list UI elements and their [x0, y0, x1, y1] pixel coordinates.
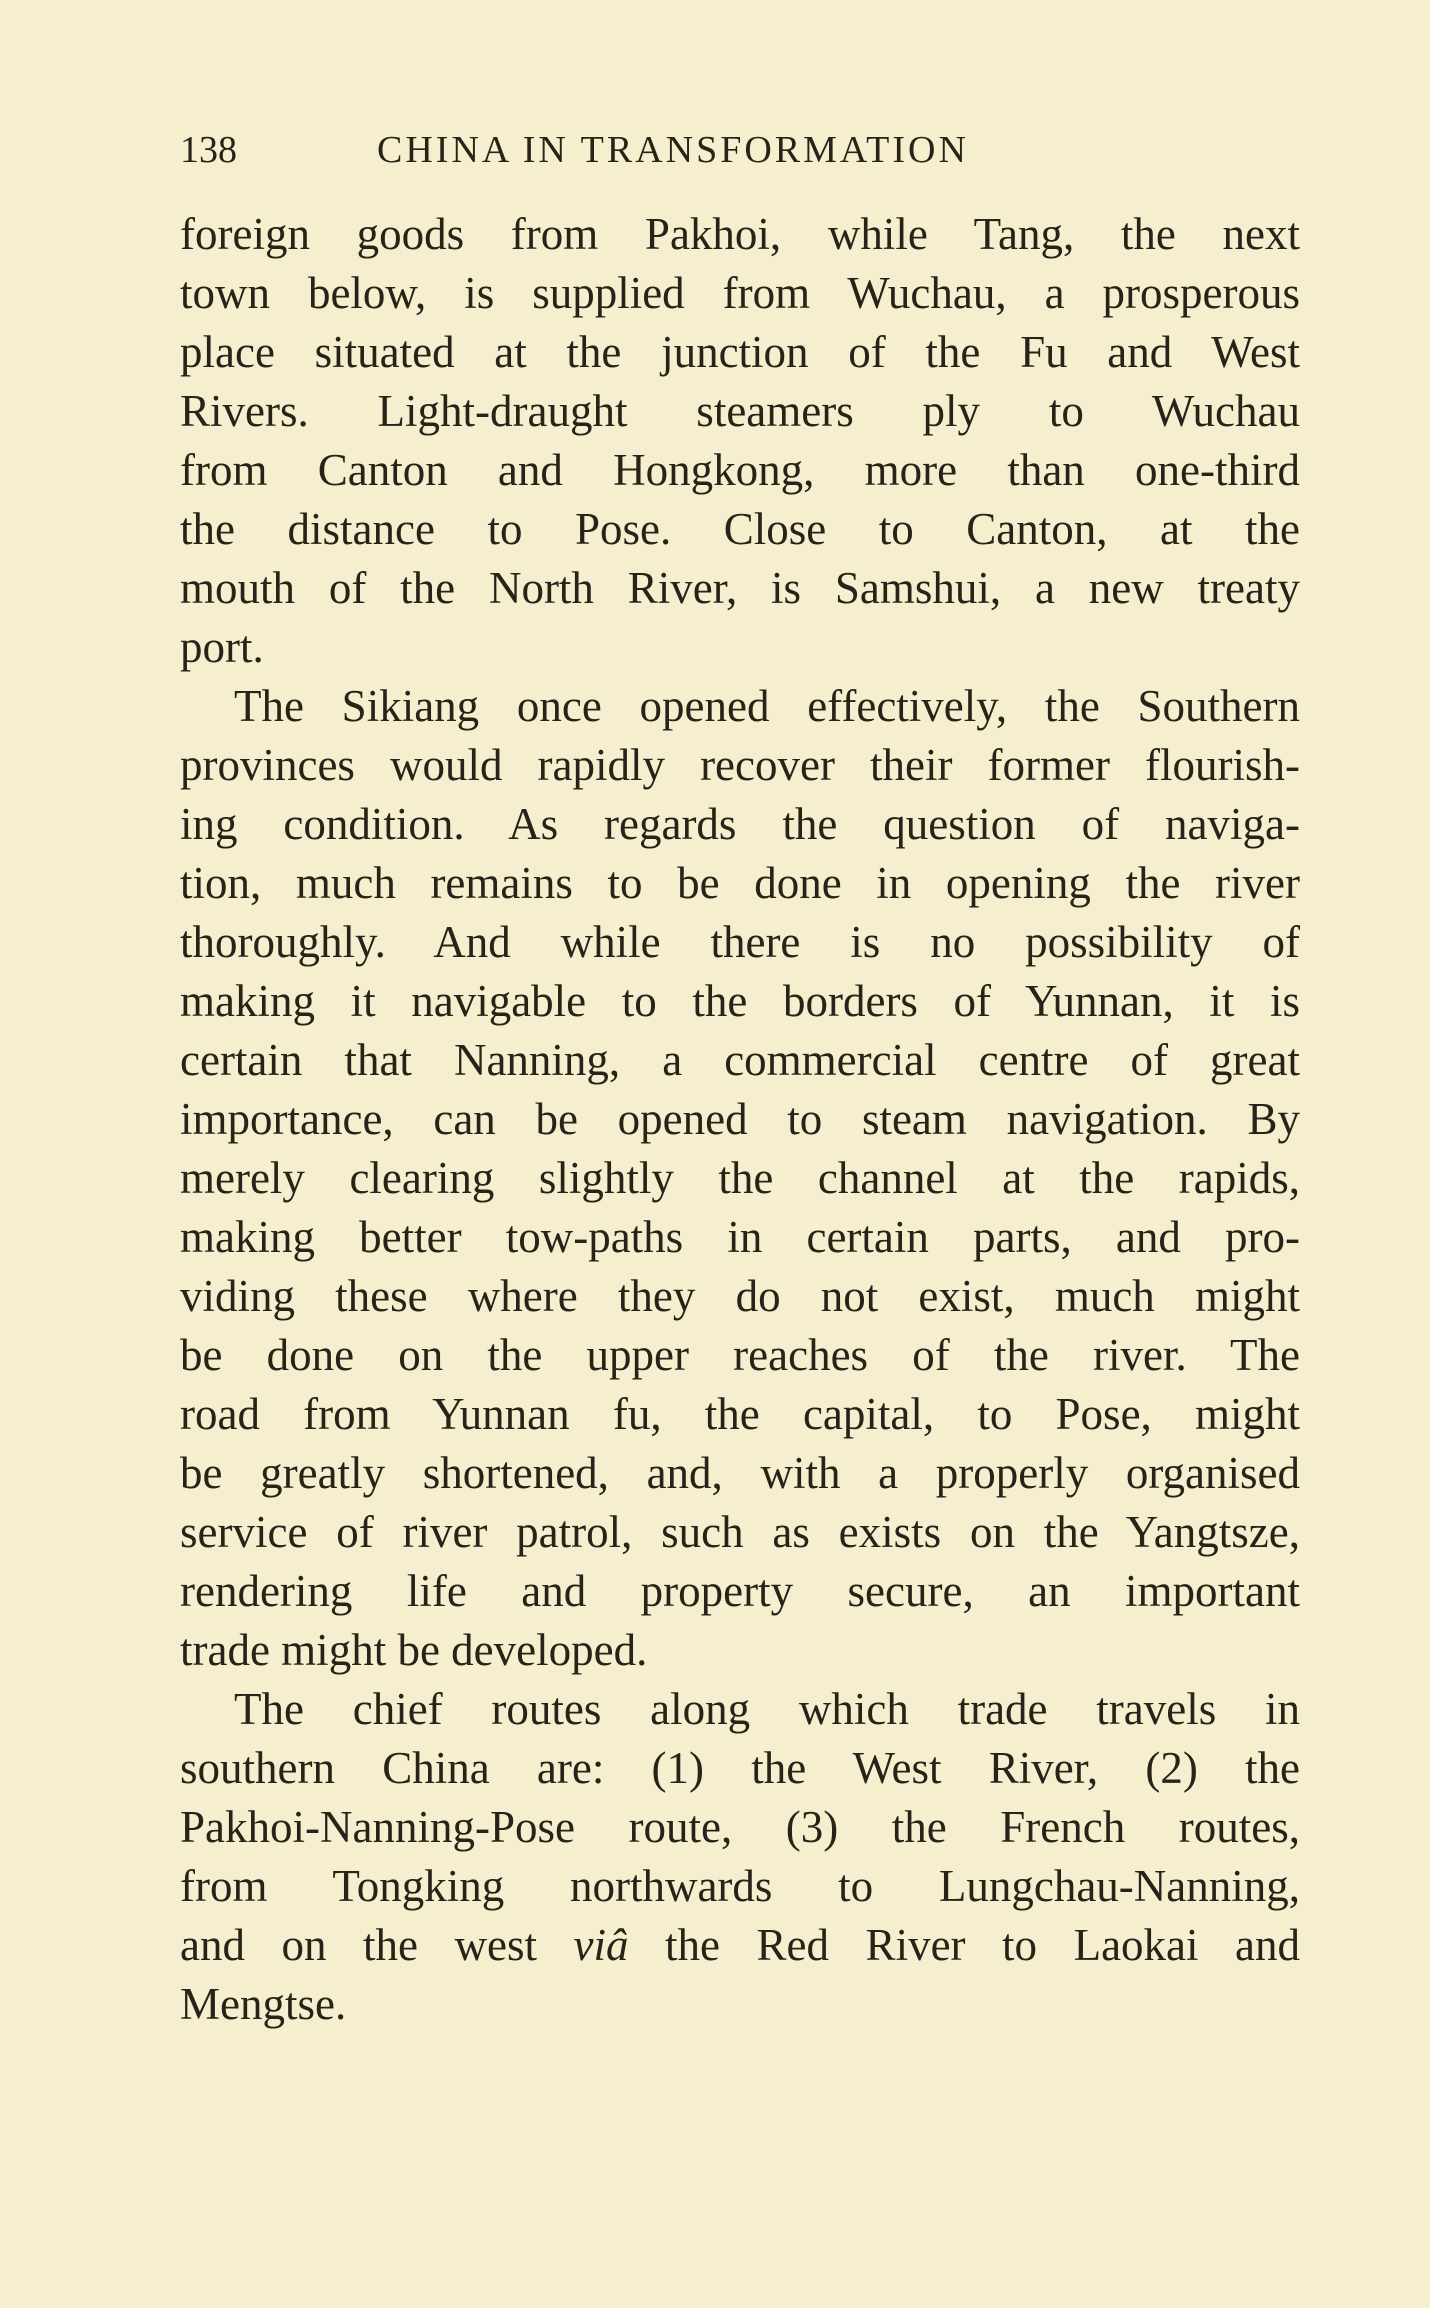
text-line: be done on the upper reaches of the river. The: [180, 1330, 1300, 1380]
text-line: thoroughly. And while there is no possibility of: [180, 917, 1300, 967]
page-header: [180, 128, 1300, 188]
text-line: town below, is supplied from Wuchau, a prosperous: [180, 268, 1300, 318]
text-line: making better tow-paths in certain parts, and pro-: [180, 1212, 1300, 1262]
text-line: tion, much remains to be done in opening the river: [180, 858, 1300, 908]
text-line: from Canton and Hongkong, more than one-third: [180, 445, 1300, 495]
running-head: CHINA IN TRANSFORMATION: [377, 129, 969, 171]
text-line: The chief routes along which trade travels in: [234, 1684, 1300, 1734]
text-line: merely clearing slightly the channel at the rapids,: [180, 1153, 1300, 1203]
text-line: rendering life and property secure, an important: [180, 1566, 1300, 1616]
text-line: certain that Nanning, a commercial centre of great: [180, 1035, 1300, 1085]
text-line: importance, can be opened to steam navigation. By: [180, 1094, 1300, 1144]
text-line: service of river patrol, such as exists on the Yangtsze,: [180, 1507, 1300, 1557]
paragraph-2: [180, 677, 1300, 1680]
italic-word: viâ: [573, 1920, 629, 1970]
text-line: provinces would rapidly recover their former flourish-: [180, 740, 1300, 790]
text-line: road from Yunnan fu, the capital, to Pose, might: [180, 1389, 1300, 1439]
text-line: making it navigable to the borders of Yunnan, it is: [180, 976, 1300, 1026]
text-line: Mengtse.: [180, 1979, 347, 2029]
text-line: mouth of the North River, is Samshui, a new treaty: [180, 563, 1300, 613]
text-line: southern China are: (1) the West River, (2) the: [180, 1743, 1300, 1793]
text-line: the distance to Pose. Close to Canton, at the: [180, 504, 1300, 554]
text-line: trade might be developed.: [180, 1625, 648, 1675]
paragraph-3: [180, 1680, 1300, 2034]
text-line: Pakhoi-Nanning-Pose route, (3) the French routes,: [180, 1802, 1300, 1852]
text-segment: the Red River to Laokai and: [665, 1920, 1301, 1970]
text-line: port.: [180, 622, 264, 672]
page-number: 138: [180, 129, 237, 171]
text-line: Rivers. Light-draught steamers ply to Wuchau: [180, 386, 1300, 436]
text-line: from Tongking northwards to Lungchau-Nanning,: [180, 1861, 1300, 1911]
paragraph-1: [180, 205, 1300, 677]
text-line: ing condition. As regards the question of naviga-: [180, 799, 1300, 849]
text-line: place situated at the junction of the Fu and West: [180, 327, 1300, 377]
text-line: foreign goods from Pakhoi, while Tang, the next: [180, 209, 1300, 259]
text-segment: and on the west: [180, 1920, 537, 1970]
text-line-mixed: [180, 1916, 1300, 1975]
text-line: The Sikiang once opened effectively, the Southern: [234, 681, 1300, 731]
text-line: viding these where they do not exist, much might: [180, 1271, 1300, 1321]
body-text: [180, 205, 1300, 2034]
text-line: be greatly shortened, and, with a properly organised: [180, 1448, 1300, 1498]
